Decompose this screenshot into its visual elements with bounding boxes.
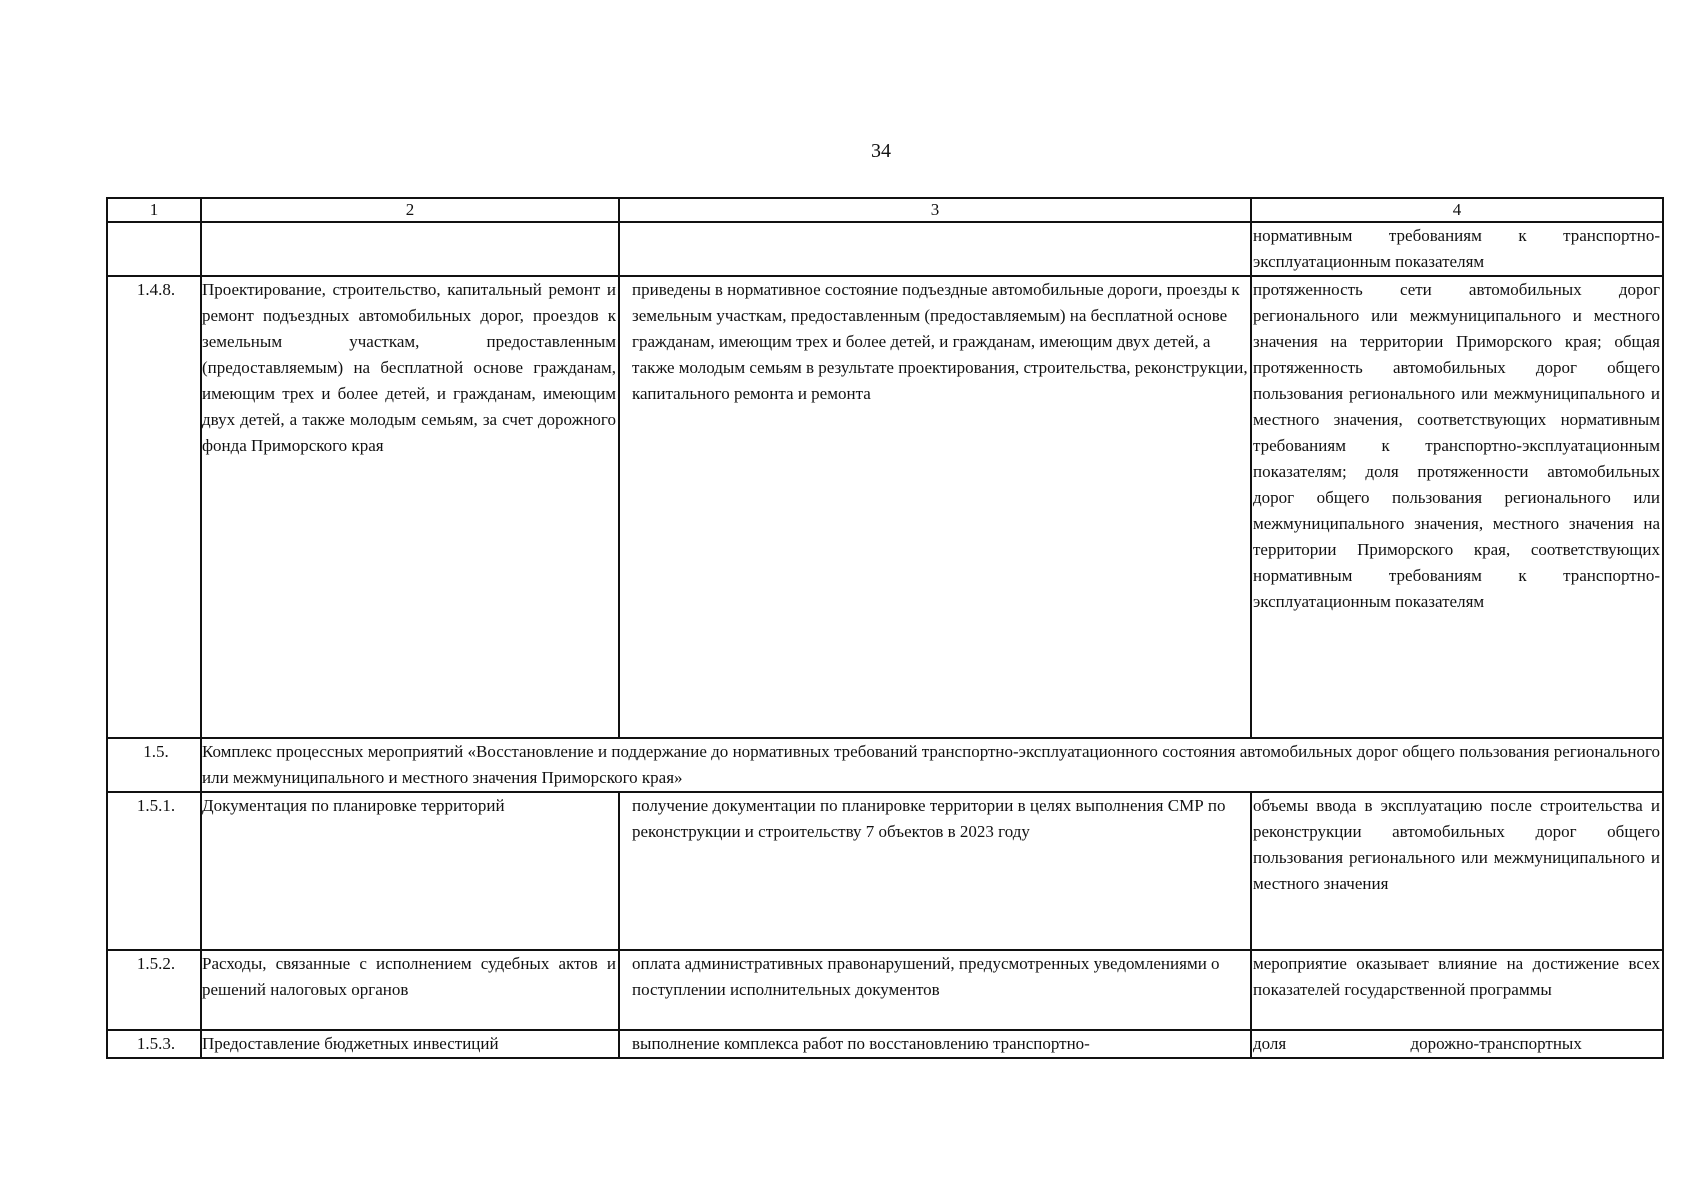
table-row	[107, 1030, 1663, 1058]
section-title: Комплекс процессных мероприятий «Восстановление и поддержание до нормативных требований транспортно-эксплуатационного состояния автомобильных дорог общего пользования регионального или межмуниципального и местного значения Приморского края»	[201, 738, 1663, 792]
row-number: 1.5.1.	[107, 792, 201, 950]
activity-indicators: нормативным требованиям к транспортно-эксплуатационным показателям	[1251, 222, 1663, 276]
activity-name: Предоставление бюджетных инвестиций	[201, 1030, 619, 1058]
program-table	[106, 197, 1664, 1059]
table-header-row	[107, 198, 1663, 222]
activity-result	[619, 222, 1251, 276]
table-row	[107, 222, 1663, 276]
row-number: 1.5.2.	[107, 950, 201, 1030]
header-col-1: 1	[107, 198, 201, 222]
table-row	[107, 950, 1663, 1030]
row-number: 1.5.3.	[107, 1030, 201, 1058]
activity-name: Расходы, связанные с исполнением судебных актов и решений налоговых органов	[201, 950, 619, 1030]
row-number: 1.4.8.	[107, 276, 201, 738]
activity-result: приведены в нормативное состояние подъездные автомобильные дороги, проезды к земельным участкам, предоставленным (предоставляемым) на бесплатной основе гражданам, имеющим трех и более детей, и гражданам, имеющим двух детей, а также молодым семьям в результате проектирования, строительства, реконструкции, капитального ремонта и ремонта	[619, 276, 1251, 738]
activity-name	[201, 222, 619, 276]
table-row	[107, 792, 1663, 950]
activity-result: выполнение комплекса работ по восстановлению транспортно-	[619, 1030, 1251, 1058]
page-number: 34	[871, 140, 891, 162]
activity-indicators: объемы ввода в эксплуатацию после строительства и реконструкции автомобильных дорог общего пользования регионального или межмуниципального и местного значения	[1251, 792, 1663, 950]
activity-indicators: протяженность сети автомобильных дорог регионального или межмуниципального и местного значения на территории Приморского края; общая протяженность автомобильных дорог общего пользования регионального или межмуниципального и местного значения, соответствующих нормативным требованиям к транспортно-эксплуатационным показателям; доля протяженности автомобильных дорог общего пользования регионального или межмуниципального значения, местного значения на территории Приморского края, соответствующих нормативным требованиям к транспортно-эксплуатационным показателям	[1251, 276, 1663, 738]
table-row	[107, 276, 1663, 738]
activity-result: получение документации по планировке территории в целях выполнения СМР по реконструкции и строительству 7 объектов в 2023 году	[619, 792, 1251, 950]
activity-name: Документация по планировке территорий	[201, 792, 619, 950]
header-col-2: 2	[201, 198, 619, 222]
activity-result: оплата административных правонарушений, предусмотренных уведомлениями о поступлении исполнительных документов	[619, 950, 1251, 1030]
header-col-3: 3	[619, 198, 1251, 222]
row-number: 1.5.	[107, 738, 201, 792]
table-row-section	[107, 738, 1663, 792]
activity-indicators: доля дорожно-транспортных	[1251, 1030, 1663, 1058]
activity-name: Проектирование, строительство, капитальный ремонт и ремонт подъездных автомобильных дорог, проездов к земельным участкам, предоставленным (предоставляемым) на бесплатной основе гражданам, имеющим трех и более детей, и гражданам, имеющим двух детей, а также молодым семьям, за счет дорожного фонда Приморского края	[201, 276, 619, 738]
activity-indicators: мероприятие оказывает влияние на достижение всех показателей государственной программы	[1251, 950, 1663, 1030]
header-col-4: 4	[1251, 198, 1663, 222]
row-number	[107, 222, 201, 276]
